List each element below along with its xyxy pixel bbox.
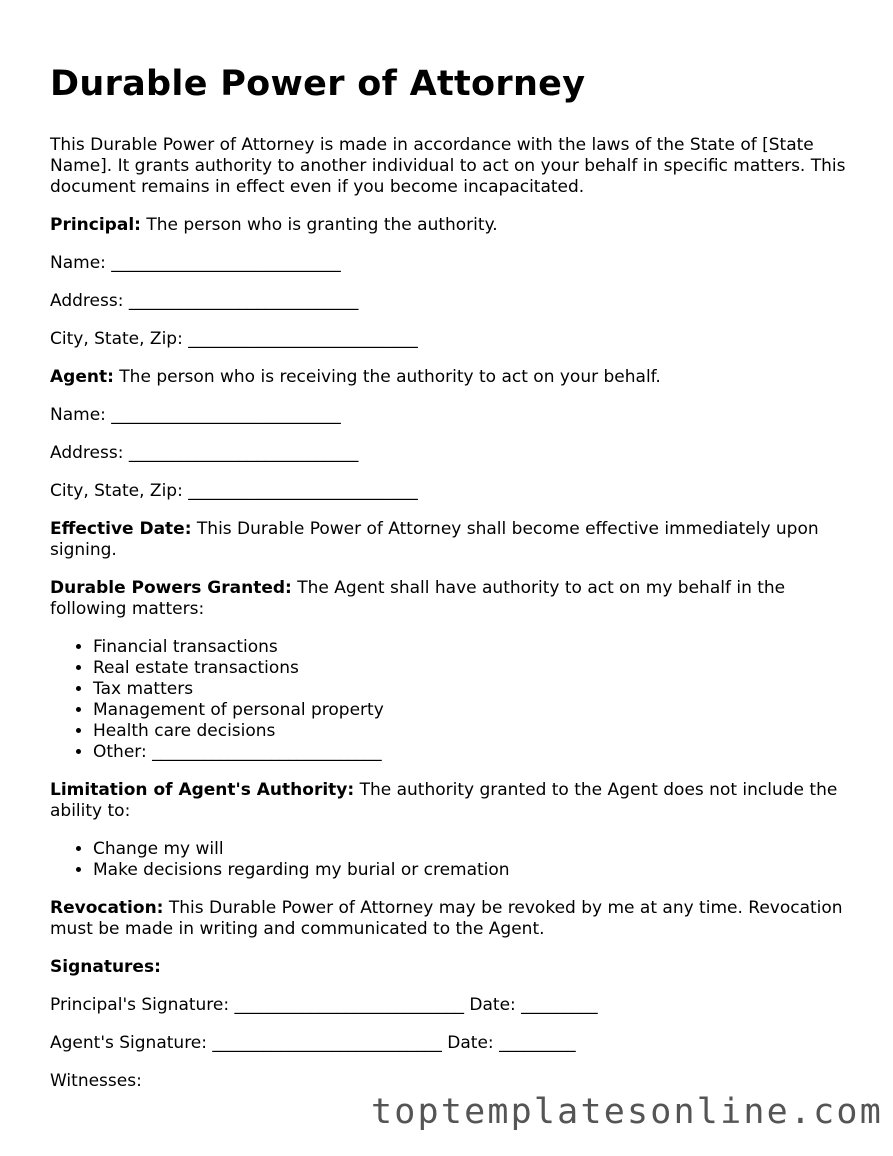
list-item: • Management of personal property — [93, 700, 850, 721]
powers-heading: Durable Powers Granted: — [50, 578, 292, 598]
powers-list — [50, 637, 850, 763]
limitation-text: The authority granted to the Agent does not include the ability to: — [50, 780, 838, 821]
principal-address-line: Address: ___________________________ — [50, 291, 359, 311]
list-item: • Financial transactions — [93, 637, 850, 658]
agent-city-line: City, State, Zip: ___________________________ — [50, 481, 418, 501]
agent-description: The person who is receiving the authority to act on your behalf. — [113, 367, 661, 387]
principal-heading: Principal: — [50, 215, 141, 235]
list-item: • Change my will — [93, 839, 850, 860]
intro-paragraph: This Durable Power of Attorney is made in accordance with the laws of the State of [State Name]. It grants authority to another individual to act on your behalf in specific matters. This document remains in effect even if you become incapacitated. — [50, 135, 846, 197]
principal-name-line: Name: ___________________________ — [50, 253, 341, 273]
agent-signature-line: Agent's Signature: ___________________________ Date: _________ — [50, 1033, 576, 1053]
principal-description: The person who is granting the authority. — [140, 215, 498, 235]
effective-date-paragraph — [50, 519, 850, 561]
agent-heading: Agent: — [50, 367, 114, 387]
page-title: Durable Power of Attorney — [50, 64, 586, 104]
revocation-text: This Durable Power of Attorney may be revoked by me at any time. Revocation must be made in writing and communicated to the Agent. — [50, 898, 843, 939]
witnesses-line: Witnesses: — [50, 1071, 142, 1091]
list-item: • Tax matters — [93, 679, 850, 700]
limitation-heading: Limitation of Agent's Authority: — [50, 780, 355, 800]
agent-name-line: Name: ___________________________ — [50, 405, 341, 425]
list-item: • Real estate transactions — [93, 658, 850, 679]
watermark: toptemplatesonline.com — [371, 1092, 883, 1132]
agent-address-line: Address: ___________________________ — [50, 443, 359, 463]
principal-city-line: City, State, Zip: ___________________________ — [50, 329, 418, 349]
limitation-paragraph — [50, 780, 850, 822]
principal-heading-paragraph — [50, 215, 850, 236]
list-item: • Other: ___________________________ — [93, 742, 850, 763]
list-item: • Health care decisions — [93, 721, 850, 742]
powers-text: The Agent shall have authority to act on my behalf in the following matters: — [50, 578, 786, 619]
limitation-list — [50, 839, 850, 881]
principal-signature-line: Principal's Signature: ___________________________ Date: _________ — [50, 995, 598, 1015]
signatures-heading: Signatures: — [50, 957, 161, 977]
effective-date-heading: Effective Date: — [50, 519, 192, 539]
effective-date-text: This Durable Power of Attorney shall become effective immediately upon signing. — [50, 519, 819, 560]
signatures-heading-paragraph — [50, 957, 850, 978]
revocation-paragraph — [50, 898, 850, 940]
list-item: • Make decisions regarding my burial or cremation — [93, 860, 850, 881]
agent-heading-paragraph — [50, 367, 850, 388]
document — [50, 62, 850, 1109]
revocation-heading: Revocation: — [50, 898, 164, 918]
powers-paragraph — [50, 578, 850, 620]
